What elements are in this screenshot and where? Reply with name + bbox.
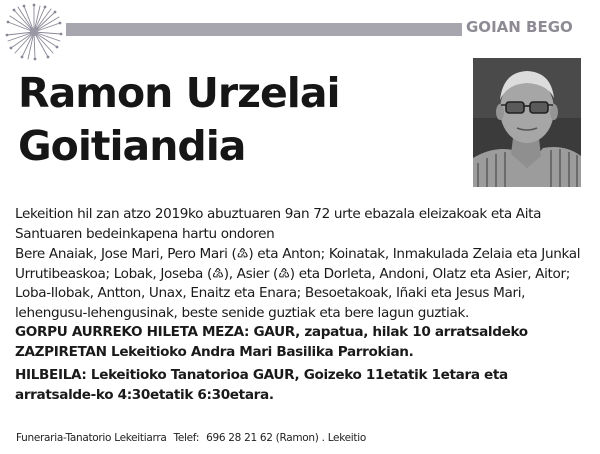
name-line-1: Ramon Urzelai bbox=[18, 69, 340, 117]
mass-paragraph: GORPU AURREKO HILETA MEZA: GAUR, zapatua, hilak 10 arratsaldeko ZAZPIRETAN Lekeitioko Andra Mari Basilika Parrokian. bbox=[15, 324, 528, 360]
flower-icon bbox=[5, 3, 63, 61]
footer bbox=[16, 432, 370, 444]
header-bar bbox=[66, 23, 462, 36]
deceased-name bbox=[18, 67, 458, 173]
notice-body bbox=[15, 205, 585, 405]
header-label: GOIAN BEGO bbox=[466, 18, 573, 36]
family-paragraph: Bere Anaiak, Jose Mari, Pero Mari (♴) eta Anton; Koinatak, Inmakulada Zelaia eta Junkal Urrutibeaskoa; Lobak, Joseba (♴), Asier (♴) eta Dorleta, Andoni, Olatz eta Asier, Aitor; Loba-Ilobak, Antton, Unax, Enaitz eta Enara; Besoetakoak, Iñaki eta Jesus Mari, lehengusu-lehengusinak, beste senide guztiak eta bere lagun guztiak. bbox=[15, 246, 581, 321]
intro-paragraph: Lekeition hil zan atzo 2019ko abuztuaren 9an 72 urte ebazala eleizakoak eta Aita Santuaren bedeinkapena hartu ondoren bbox=[15, 206, 542, 242]
phone-number: 696 28 21 62 (Ramon) . Lekeitio bbox=[206, 432, 366, 444]
viewing-paragraph: HILBEILA: Lekeitioko Tanatorioa GAUR, Goizeko 11etatik 1etara eta arratsalde-ko 4:30etatik 6:30etara. bbox=[15, 367, 508, 403]
funeral-home-name: Funeraria-Tanatorio Lekeitiarra bbox=[16, 432, 167, 444]
phone-label: Telef: bbox=[173, 432, 200, 444]
name-line-2: Goitiandia bbox=[18, 122, 246, 170]
portrait-photo bbox=[473, 58, 581, 187]
